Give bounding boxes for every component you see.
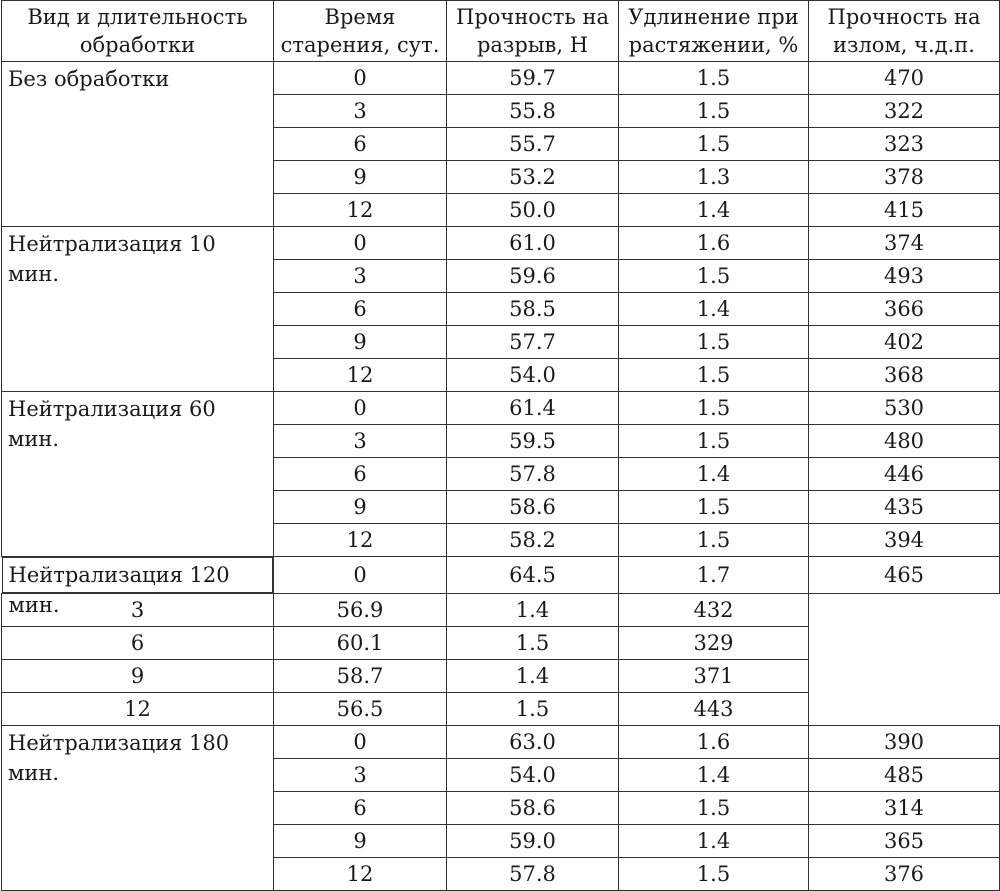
folding-endurance-cell: 432 <box>619 594 809 627</box>
aging-days-cell: 3 <box>274 95 447 128</box>
folding-endurance-cell: 443 <box>619 693 809 726</box>
elongation-cell: 1.4 <box>619 458 809 491</box>
tensile-strength-cell: 59.0 <box>447 825 619 858</box>
aging-days-cell: 9 <box>274 491 447 524</box>
tensile-strength-cell: 59.5 <box>447 425 619 458</box>
treatment-group-label: Без обработки <box>2 62 274 227</box>
aging-days-cell: 0 <box>274 726 447 759</box>
folding-endurance-cell: 323 <box>809 128 1000 161</box>
tensile-strength-cell: 54.0 <box>447 359 619 392</box>
aging-days-cell: 3 <box>274 425 447 458</box>
elongation-cell: 1.5 <box>619 491 809 524</box>
elongation-cell: 1.3 <box>619 161 809 194</box>
folding-endurance-cell: 390 <box>809 726 1000 759</box>
tensile-strength-cell: 57.8 <box>447 458 619 491</box>
folding-endurance-cell: 480 <box>809 425 1000 458</box>
folding-endurance-cell: 485 <box>809 759 1000 792</box>
elongation-cell: 1.5 <box>619 326 809 359</box>
tensile-strength-cell: 61.4 <box>447 392 619 425</box>
tensile-strength-cell: 64.5 <box>447 557 619 594</box>
tensile-strength-cell: 55.8 <box>447 95 619 128</box>
elongation-cell: 1.5 <box>619 392 809 425</box>
table-row <box>2 693 1000 726</box>
table-header <box>2 1 1000 62</box>
elongation-cell: 1.4 <box>619 293 809 326</box>
aging-days-cell: 6 <box>274 458 447 491</box>
tensile-strength-cell: 55.7 <box>447 128 619 161</box>
folding-endurance-cell: 329 <box>619 627 809 660</box>
tensile-strength-cell: 60.1 <box>274 627 447 660</box>
aging-days-cell: 6 <box>274 792 447 825</box>
tensile-strength-cell: 57.8 <box>447 858 619 891</box>
aging-days-cell: 12 <box>274 194 447 227</box>
folding-endurance-cell: 365 <box>809 825 1000 858</box>
elongation-cell: 1.5 <box>447 627 619 660</box>
header-aging-time: Время старения, сут. <box>274 1 447 62</box>
folding-endurance-cell: 376 <box>809 858 1000 891</box>
table-row <box>2 392 1000 425</box>
tensile-strength-cell: 58.6 <box>447 792 619 825</box>
aging-days-cell: 3 <box>274 759 447 792</box>
aging-results-table <box>1 0 1000 891</box>
tensile-strength-cell: 53.2 <box>447 161 619 194</box>
aging-days-cell: 12 <box>274 359 447 392</box>
aging-days-cell: 0 <box>274 557 447 594</box>
folding-endurance-cell: 415 <box>809 194 1000 227</box>
elongation-cell: 1.4 <box>619 759 809 792</box>
tensile-strength-cell: 54.0 <box>447 759 619 792</box>
aging-days-cell: 6 <box>274 293 447 326</box>
tensile-strength-cell: 56.9 <box>274 594 447 627</box>
elongation-cell: 1.4 <box>619 825 809 858</box>
elongation-cell: 1.5 <box>619 95 809 128</box>
folding-endurance-cell: 435 <box>809 491 1000 524</box>
tensile-strength-cell: 58.6 <box>447 491 619 524</box>
header-folding-endurance: Прочность на излом, ч.д.п. <box>809 1 1000 62</box>
table-row <box>2 660 1000 693</box>
aging-days-cell: 9 <box>274 161 447 194</box>
table-row <box>2 62 1000 95</box>
tensile-strength-cell: 56.5 <box>274 693 447 726</box>
folding-endurance-cell: 493 <box>809 260 1000 293</box>
header-row <box>2 1 1000 62</box>
aging-days-cell: 12 <box>274 524 447 557</box>
elongation-cell: 1.5 <box>619 524 809 557</box>
aging-days-cell: 6 <box>274 128 447 161</box>
aging-days-cell: 12 <box>274 858 447 891</box>
folding-endurance-cell: 470 <box>809 62 1000 95</box>
elongation-cell: 1.6 <box>619 227 809 260</box>
elongation-cell: 1.5 <box>619 858 809 891</box>
table-row <box>2 627 1000 660</box>
folding-endurance-cell: 378 <box>809 161 1000 194</box>
elongation-cell: 1.5 <box>619 62 809 95</box>
treatment-group-label: Нейтрализация 120 мин. <box>2 557 274 593</box>
tensile-strength-cell: 57.7 <box>447 326 619 359</box>
aging-days-cell: 0 <box>274 62 447 95</box>
treatment-group-label: Нейтрализация 180 мин. <box>2 726 274 891</box>
treatment-group-label: Нейтрализация 10 мин. <box>2 227 274 392</box>
folding-endurance-cell: 530 <box>809 392 1000 425</box>
tensile-strength-cell: 58.2 <box>447 524 619 557</box>
tensile-strength-cell: 50.0 <box>447 194 619 227</box>
folding-endurance-cell: 322 <box>809 95 1000 128</box>
elongation-cell: 1.5 <box>447 693 619 726</box>
aging-days-cell: 0 <box>274 392 447 425</box>
elongation-cell: 1.5 <box>619 359 809 392</box>
aging-days-cell: 0 <box>274 227 447 260</box>
table-row <box>2 227 1000 260</box>
table-row <box>2 594 1000 627</box>
elongation-cell: 1.5 <box>619 425 809 458</box>
header-tensile-strength: Прочность на разрыв, Н <box>447 1 619 62</box>
elongation-cell: 1.5 <box>619 128 809 161</box>
folding-endurance-cell: 374 <box>809 227 1000 260</box>
aging-days-cell: 9 <box>274 326 447 359</box>
elongation-cell: 1.4 <box>447 594 619 627</box>
folding-endurance-cell: 394 <box>809 524 1000 557</box>
tensile-strength-cell: 61.0 <box>447 227 619 260</box>
table-body <box>2 62 1000 891</box>
folding-endurance-cell: 446 <box>809 458 1000 491</box>
elongation-cell: 1.7 <box>619 557 809 594</box>
folding-endurance-cell: 465 <box>809 557 1000 594</box>
elongation-cell: 1.4 <box>619 194 809 227</box>
table-row <box>2 726 1000 759</box>
aging-days-cell: 9 <box>2 660 274 693</box>
folding-endurance-cell: 314 <box>809 792 1000 825</box>
aging-days-cell: 3 <box>2 594 274 627</box>
elongation-cell: 1.5 <box>619 792 809 825</box>
aging-days-cell: 9 <box>274 825 447 858</box>
aging-days-cell: 6 <box>2 627 274 660</box>
tensile-strength-cell: 63.0 <box>447 726 619 759</box>
folding-endurance-cell: 368 <box>809 359 1000 392</box>
elongation-cell: 1.4 <box>447 660 619 693</box>
table-row <box>2 557 1000 594</box>
folding-endurance-cell: 371 <box>619 660 809 693</box>
treatment-group-label: Нейтрализация 60 мин. <box>2 392 274 557</box>
aging-days-cell: 12 <box>2 693 274 726</box>
elongation-cell: 1.5 <box>619 260 809 293</box>
tensile-strength-cell: 58.5 <box>447 293 619 326</box>
elongation-cell: 1.6 <box>619 726 809 759</box>
tensile-strength-cell: 59.6 <box>447 260 619 293</box>
folding-endurance-cell: 366 <box>809 293 1000 326</box>
tensile-strength-cell: 58.7 <box>274 660 447 693</box>
header-treatment: Вид и длительность обработки <box>2 1 274 62</box>
header-elongation: Удлинение при растяжении, % <box>619 1 809 62</box>
aging-days-cell: 3 <box>274 260 447 293</box>
tensile-strength-cell: 59.7 <box>447 62 619 95</box>
folding-endurance-cell: 402 <box>809 326 1000 359</box>
